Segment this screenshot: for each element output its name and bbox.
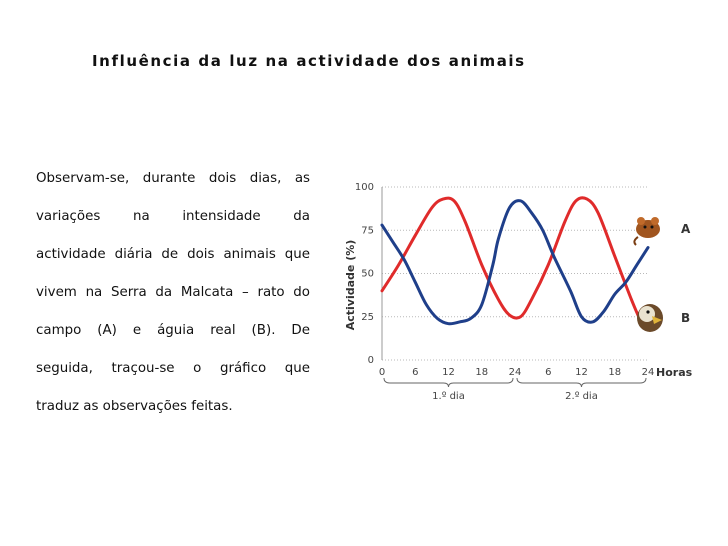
x-tick-label: 12 — [442, 367, 455, 378]
mouse-icon — [634, 217, 660, 245]
eagle-icon — [637, 304, 663, 332]
x-tick-label: 24 — [508, 367, 522, 378]
x-tick-label: 0 — [378, 367, 386, 378]
series-line-a — [382, 198, 642, 326]
paragraph-line: Observam-se, durante dois dias, as — [36, 171, 310, 186]
paragraph-line: variações na intensidade da — [36, 209, 310, 224]
y-tick-label: 50 — [361, 268, 374, 280]
x-tick-label: 12 — [575, 367, 588, 378]
y-tick-label: 75 — [361, 225, 374, 237]
day-label: 1.º dia — [432, 391, 465, 402]
x-tick-label: 18 — [475, 367, 489, 378]
series-a-label: A — [681, 222, 691, 236]
day-label: 2.º dia — [565, 391, 598, 402]
x-axis-label: Horas — [656, 366, 693, 379]
y-axis-label: Actividade (%) — [344, 239, 357, 331]
paragraph-line: seguida, traçou-se o gráfico que — [36, 361, 310, 376]
paragraph-line: vivem na Serra da Malcata – rato do — [36, 285, 310, 300]
paragraph-line: actividade diária de dois animais que — [36, 247, 310, 262]
day-brace — [517, 378, 646, 387]
x-tick-label: 6 — [412, 367, 419, 378]
y-tick-label: 100 — [354, 182, 374, 193]
activity-line-chart — [340, 175, 710, 410]
description-paragraph — [36, 160, 310, 426]
paragraph-line: traduz as observações feitas. — [36, 399, 233, 414]
paragraph-line: campo (A) e águia real (B). De — [36, 323, 310, 338]
day-brace — [384, 378, 513, 387]
x-tick-label: 18 — [608, 367, 622, 378]
y-axis-ticks — [355, 182, 374, 366]
day-braces — [384, 378, 646, 402]
y-tick-label: 0 — [367, 355, 374, 366]
y-tick-label: 25 — [361, 311, 374, 323]
x-tick-label: 6 — [545, 367, 552, 378]
slide-title: Influência da luz na actividade dos animais — [92, 52, 526, 70]
series-line-b — [382, 201, 648, 324]
series-lines — [382, 198, 648, 326]
chart-grid — [382, 187, 648, 360]
x-tick-label: 24 — [641, 367, 655, 378]
series-b-label: B — [681, 311, 691, 325]
x-axis-ticks — [379, 367, 655, 378]
